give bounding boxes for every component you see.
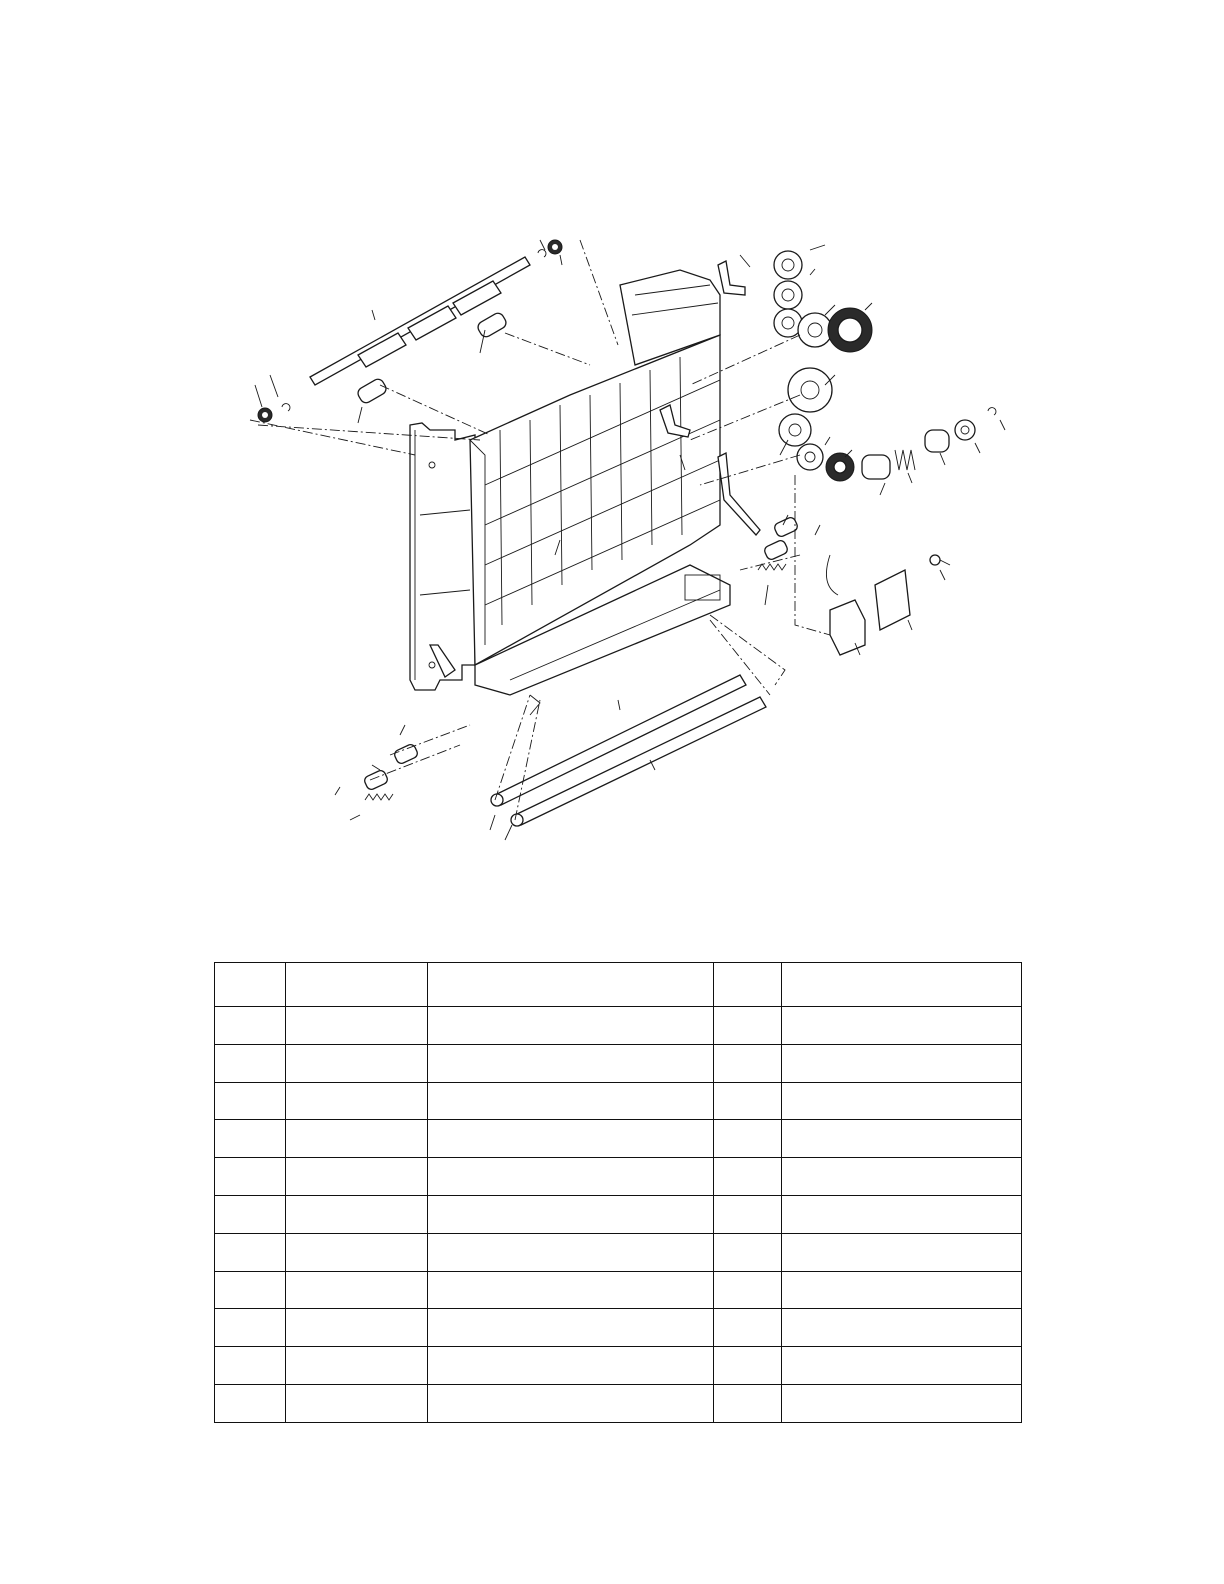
- table-cell: [428, 1347, 714, 1385]
- table-cell: [782, 1082, 1022, 1120]
- table-cell: [428, 1195, 714, 1233]
- table-cell: [714, 1233, 782, 1271]
- table-cell: [428, 1007, 714, 1045]
- table-cell: [286, 1384, 428, 1422]
- table-cell: [428, 1120, 714, 1158]
- table-cell: [428, 1044, 714, 1082]
- solenoid-assembly: [826, 555, 950, 655]
- gear-train: [774, 251, 996, 481]
- table-cell: [428, 1082, 714, 1120]
- header-cell: [782, 963, 1022, 1007]
- header-cell: [215, 963, 286, 1007]
- table-cell: [714, 1195, 782, 1233]
- table-cell: [714, 1309, 782, 1347]
- lower-feed-rollers: [491, 675, 766, 826]
- table-cell: [782, 1158, 1022, 1196]
- table-cell: [286, 1271, 428, 1309]
- table-cell: [286, 1309, 428, 1347]
- table-cell: [714, 1082, 782, 1120]
- table-cell: [286, 1347, 428, 1385]
- table-cell: [714, 1044, 782, 1082]
- table-cell: [428, 1271, 714, 1309]
- table-cell: [428, 1309, 714, 1347]
- table-cell: [215, 1082, 286, 1120]
- table-cell: [714, 1120, 782, 1158]
- table-cell: [215, 1044, 286, 1082]
- frame-body: [470, 270, 730, 715]
- table-row: [215, 1195, 1022, 1233]
- exploded-parts-diagram: [240, 225, 1020, 850]
- table-cell: [286, 1158, 428, 1196]
- table-row: [215, 1007, 1022, 1045]
- table-row: [215, 1158, 1022, 1196]
- header-cell: [428, 963, 714, 1007]
- table-cell: [286, 1233, 428, 1271]
- table-row: [215, 1044, 1022, 1082]
- table-cell: [215, 1384, 286, 1422]
- table-cell: [714, 1158, 782, 1196]
- table-cell: [428, 1158, 714, 1196]
- table-row: [215, 1309, 1022, 1347]
- table-cell: [714, 1271, 782, 1309]
- header-cell: [286, 963, 428, 1007]
- frame-side-plate: [410, 423, 475, 690]
- table-cell: [215, 1271, 286, 1309]
- table-cell: [286, 1007, 428, 1045]
- table-cell: [782, 1384, 1022, 1422]
- table-cell: [215, 1195, 286, 1233]
- table-cell: [782, 1309, 1022, 1347]
- table-cell: [215, 1309, 286, 1347]
- table-cell: [428, 1233, 714, 1271]
- table-cell: [215, 1233, 286, 1271]
- table-row: [215, 1384, 1022, 1422]
- parts-list-table: [214, 962, 1022, 1423]
- table-header-row: [215, 963, 1022, 1007]
- table-cell: [286, 1195, 428, 1233]
- table-cell: [215, 1007, 286, 1045]
- header-cell: [714, 963, 782, 1007]
- table-cell: [714, 1007, 782, 1045]
- table-cell: [782, 1007, 1022, 1045]
- upper-roller-shaft: [258, 240, 562, 422]
- table-cell: [782, 1347, 1022, 1385]
- table-cell: [286, 1044, 428, 1082]
- table-cell: [428, 1384, 714, 1422]
- table-cell: [714, 1347, 782, 1385]
- table-cell: [215, 1347, 286, 1385]
- table-cell: [215, 1120, 286, 1158]
- table-row: [215, 1233, 1022, 1271]
- table-cell: [782, 1233, 1022, 1271]
- table-cell: [782, 1120, 1022, 1158]
- table-cell: [782, 1195, 1022, 1233]
- table-cell: [286, 1082, 428, 1120]
- table-cell: [782, 1271, 1022, 1309]
- table-cell: [782, 1044, 1022, 1082]
- table-row: [215, 1347, 1022, 1385]
- table-cell: [286, 1120, 428, 1158]
- table-row: [215, 1120, 1022, 1158]
- table-row: [215, 1082, 1022, 1120]
- table-cell: [215, 1158, 286, 1196]
- table-cell: [714, 1384, 782, 1422]
- table-row: [215, 1271, 1022, 1309]
